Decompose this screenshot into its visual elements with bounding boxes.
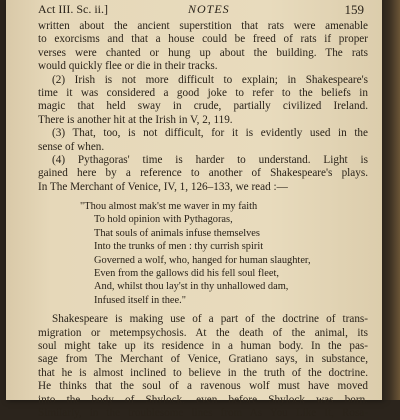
text-line: (4) Pythagoras' time is harder to understand. Light is bbox=[52, 153, 368, 166]
verse-line: Governed a wolf, who, hanged for human slaughter, bbox=[94, 254, 311, 266]
header-act-scene: Act III. Sc. ii.] bbox=[38, 2, 108, 16]
text-line: to exorcisms and that a house could be freed of rats if proper bbox=[38, 33, 368, 46]
text-line: sage from The Merchant of Venice, Gratiano says, in substance, bbox=[38, 353, 368, 366]
verse-line: "Thou almost mak'st me waver in my faith bbox=[80, 201, 258, 213]
text-line: would quickly flee or die in their tracks. bbox=[38, 60, 218, 73]
text-line: soul might take up its residence in a human body. In the pas- bbox=[38, 339, 368, 352]
verse-line: That souls of animals infuse themselves bbox=[94, 227, 260, 239]
text-line: Shakespeare is making use of a part of the doctrine of trans- bbox=[52, 313, 368, 326]
header-title: NOTES bbox=[188, 2, 230, 16]
verse-line: And, whilst thou lay'st in thy unhallowed dam, bbox=[94, 281, 289, 293]
text-line: In The Merchant of Venice, IV, 1, 126–133, we read :— bbox=[38, 180, 288, 193]
verse-line: Into the trunks of men : thy currish spirit bbox=[94, 241, 264, 253]
text-line: verses were chanted or hung up about the building. The rats bbox=[38, 46, 368, 59]
book-page bbox=[6, 0, 382, 419]
text-line: that he is almost inclined to believe in the truth of the doctrine. bbox=[38, 366, 368, 379]
text-line: written about the ancient superstition that rats were amenable bbox=[38, 20, 368, 32]
text-line: (2) Irish is not more difficult to explain; in Shakespeare's bbox=[52, 73, 368, 86]
running-header bbox=[38, 2, 364, 20]
text-line: magic that held sway in crude, partially civilized Ireland. bbox=[38, 100, 368, 113]
text-line: (3) That, too, is not difficult, for it is evidently used in the bbox=[52, 127, 368, 140]
text-line: migration or metempsychosis. At the death of the animal, its bbox=[38, 326, 368, 339]
text-line: Similarly, in the troublesome lines from As You Like It, Rosa- bbox=[38, 406, 368, 419]
verse-line: To hold opinion with Pythagoras, bbox=[94, 214, 233, 226]
verse-line: Infused itself in thee." bbox=[94, 294, 186, 306]
page-body bbox=[38, 20, 368, 420]
text-line: sense of when. bbox=[38, 140, 105, 153]
verse-quotation bbox=[38, 200, 368, 307]
text-line: He thinks that the soul of a ravenous wolf must have moved bbox=[38, 380, 368, 393]
text-line: into the body of Shylock, even before Shylock was born. bbox=[38, 393, 368, 406]
page-number: 159 bbox=[344, 2, 364, 17]
text-line: gained here by a reference to another of Shakespeare's plays. bbox=[38, 167, 368, 180]
verse-line: Even from the gallows did his fell soul fleet, bbox=[94, 268, 279, 280]
book-edge bbox=[382, 0, 400, 400]
text-line: time it was considered a good joke to refer to the beliefs in bbox=[38, 86, 368, 99]
text-line: There is another hit at the Irish in V, 2, 119. bbox=[38, 113, 233, 126]
